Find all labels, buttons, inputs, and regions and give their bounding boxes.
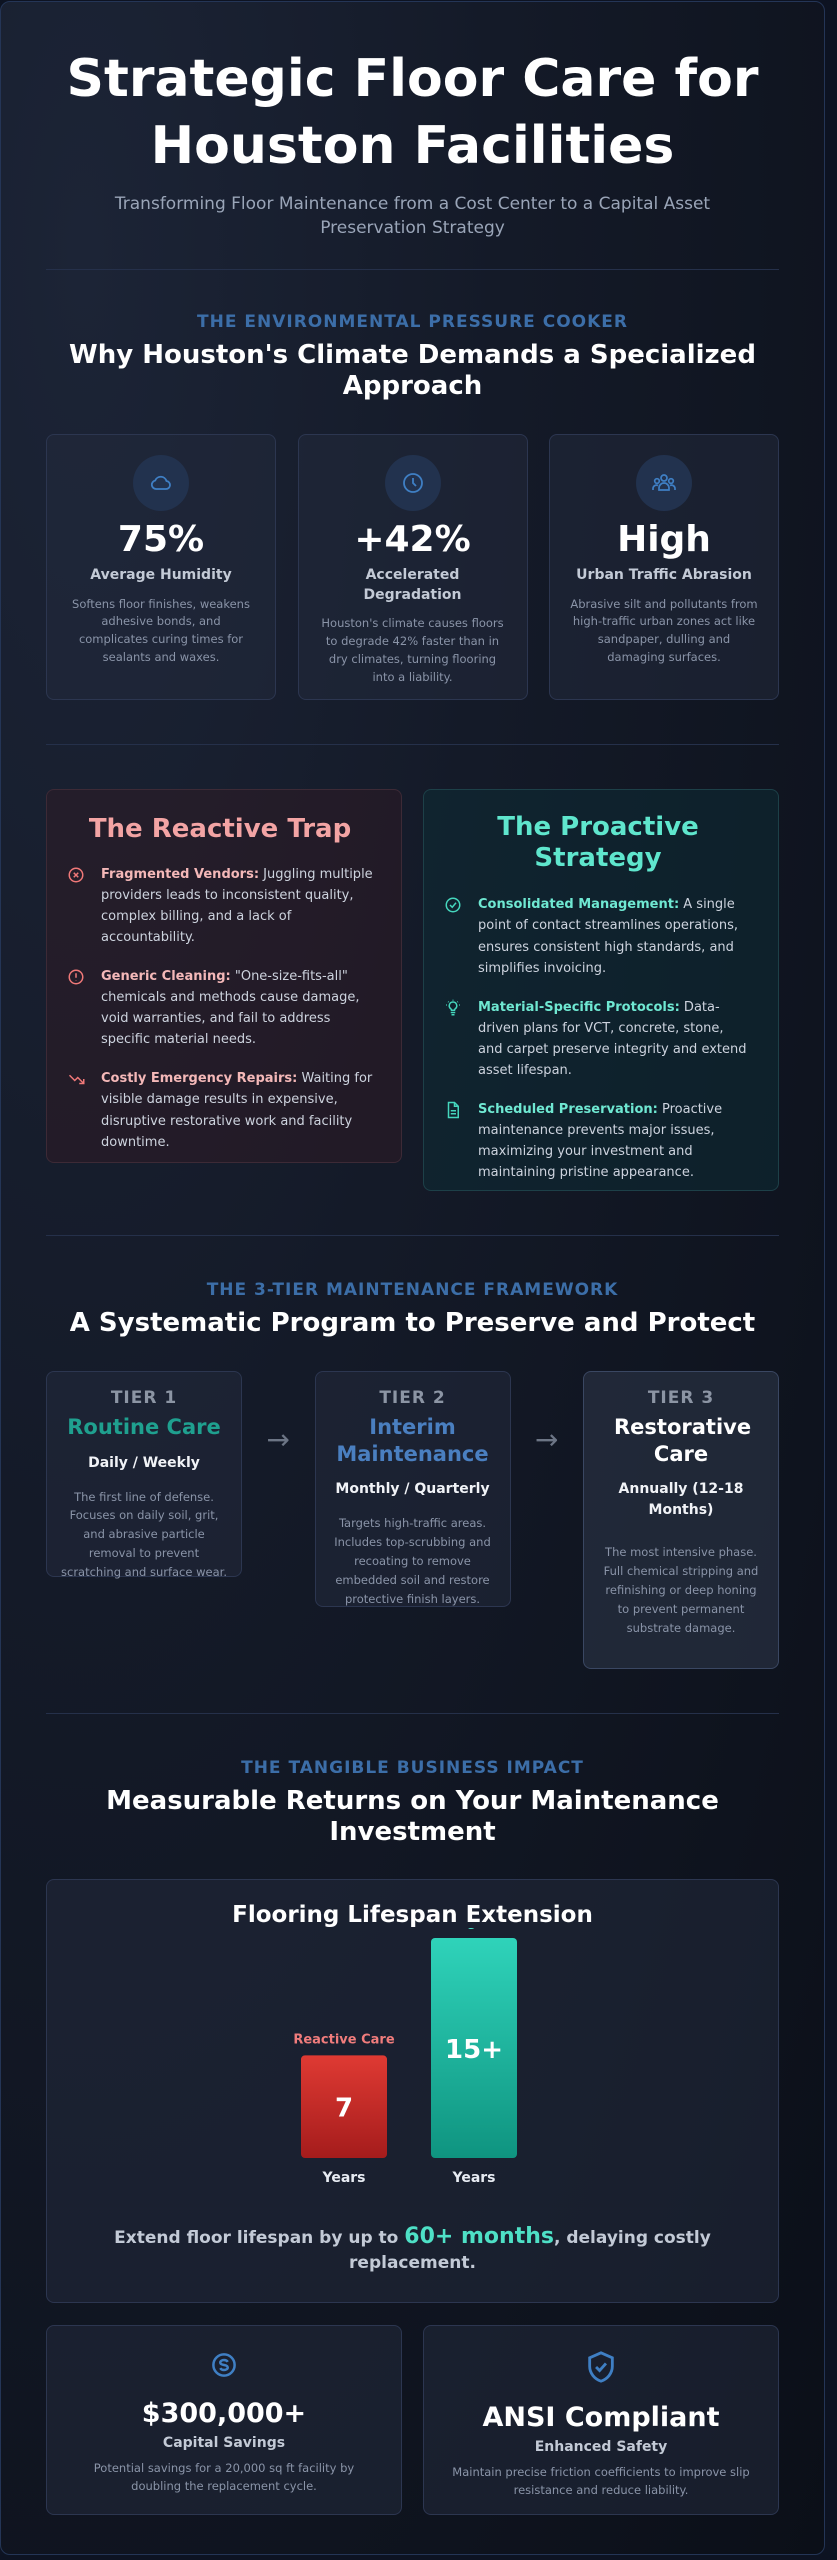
- tier-description: Targets high-traffic areas. Includes top-scrubbing and recoating to remove embedded soil and restore protective finish layers.: [334, 1515, 491, 1606]
- climate-section: [1, 270, 824, 745]
- arrow-right-icon: →: [266, 1423, 290, 1457]
- proactive-title: The Proactive Strategy: [497, 812, 699, 874]
- bar-unit-label: Years: [452, 2169, 496, 2186]
- tier-name: Routine Care: [67, 1415, 221, 1440]
- proactive-item: [444, 894, 752, 978]
- shield-check-icon: [424, 2350, 778, 2388]
- benefit-label: Enhanced Safety: [534, 2438, 668, 2455]
- stat-label: Average Humidity: [90, 567, 232, 584]
- section-kicker: THE TANGIBLE BUSINESS IMPACT: [241, 1758, 584, 1779]
- bar-value-label: 15+: [445, 2034, 503, 2065]
- document-icon: [444, 1099, 468, 1183]
- tier-description: The first line of defense. Focuses on daily soil, grit, and abrasive particle removal to prevent scratching and surface wear.: [61, 1489, 227, 1580]
- summary-prefix: Extend floor lifespan by up to: [114, 2227, 405, 2248]
- summary-suffix: , delaying costly replacement.: [349, 2227, 711, 2274]
- proactive-item-text: Proactive maintenance prevents major issues, maximizing your investment and maintaining pristine appearance.: [478, 1101, 723, 1180]
- chart-summary: [47, 2222, 778, 2277]
- bar-category-label: [421, 1928, 527, 1930]
- stat-cards: [46, 434, 779, 700]
- people-icon: [636, 455, 692, 511]
- page-title: [46, 2, 779, 179]
- stat-value: 75%: [117, 519, 205, 561]
- hero: [1, 2, 824, 270]
- tier-number: TIER 1: [110, 1388, 178, 1409]
- lightbulb-icon: [444, 997, 468, 1081]
- tier-row: [46, 1371, 779, 1669]
- tier-number: TIER 3: [647, 1388, 715, 1409]
- impact-section: [1, 1714, 824, 2555]
- reactive-item-text: "One-size-fits-all" chemicals and methods cause damage, void warranties, and fail to address specific material needs.: [101, 969, 360, 1048]
- stat-label: Accelerated Degradation: [363, 567, 462, 603]
- proactive-item: [444, 997, 752, 1081]
- reactive-item-text: Waiting for visible damage results in expensive, disruptive restorative work and facility downtime.: [101, 1071, 373, 1150]
- benefit-description: Potential savings for a 20,000 sq ft facility by doubling the replacement cycle.: [93, 2460, 355, 2494]
- reactive-item-heading: Costly Emergency Repairs:: [101, 1071, 298, 1087]
- benefit-card-savings: [46, 2325, 402, 2515]
- tier-name: Restorative Care: [614, 1415, 752, 1466]
- tier-card-2: [315, 1371, 511, 1607]
- framework-section: [1, 1236, 824, 1714]
- stat-description: Houston's climate causes floors to degrade 42% faster than in dry climates, turning flooring into a liability.: [321, 616, 504, 684]
- alert-circle-icon: [67, 966, 91, 1050]
- reactive-item-heading: Generic Cleaning:: [101, 969, 231, 985]
- comparison-section: [1, 745, 824, 1236]
- check-circle-icon: [444, 894, 468, 978]
- proactive-item-heading: Consolidated Management:: [478, 897, 680, 913]
- reactive-item: [67, 864, 373, 948]
- stat-description: Softens floor finishes, weakens adhesive bonds, and complicates curing times for sealants and waxes.: [72, 596, 250, 665]
- title-line-1: Strategic Floor Care for: [66, 49, 759, 109]
- tier-frequency: Annually (12-18 Months): [618, 1480, 744, 1518]
- benefit-value: $300,000+: [141, 2397, 307, 2429]
- page-subtitle: Transforming Floor Maintenance from a Cost Center to a Capital Asset Preservation Strategy: [114, 194, 711, 238]
- proactive-item-text: A single point of contact streamlines operations, ensures consistent high standards, and simplifies invoicing.: [478, 897, 738, 976]
- bar-value-label: 7: [334, 2093, 354, 2124]
- stat-card-abrasion: [549, 434, 779, 700]
- benefit-value: ANSI Compliant: [482, 2401, 720, 2433]
- tier-number: TIER 2: [379, 1388, 446, 1409]
- benefit-card-safety: [423, 2325, 779, 2515]
- tier-frequency: Monthly / Quarterly: [335, 1480, 490, 1497]
- proactive-item-heading: Material-Specific Protocols:: [478, 999, 680, 1015]
- reactive-title: The Reactive Trap: [88, 814, 352, 845]
- clock-icon: [385, 455, 441, 511]
- proactive-item-heading: Scheduled Preservation:: [478, 1101, 658, 1117]
- summary-highlight: 60+ months: [404, 2223, 554, 2249]
- stat-card-humidity: [46, 434, 276, 700]
- tier-description: The most intensive phase. Full chemical stripping and refinishing or deep honing to prevent permanent substrate damage.: [603, 1544, 759, 1635]
- proactive-item: [444, 1099, 752, 1183]
- benefit-cards: [46, 2325, 779, 2515]
- reactive-trap-card: [46, 789, 402, 1163]
- lifespan-chart-card: [46, 1879, 779, 2303]
- bar-category-label: Reactive Care: [293, 2031, 395, 2047]
- tier-name: Interim Maintenance: [336, 1415, 489, 1466]
- stat-description: Abrasive silt and pollutants from high-traffic urban zones act like sandpaper, dulling and damaging surfaces.: [570, 596, 758, 665]
- bar-unit-label: Years: [322, 2169, 366, 2186]
- arrow-right-icon: →: [535, 1423, 559, 1457]
- benefit-label: Capital Savings: [162, 2434, 286, 2451]
- reactive-item: [67, 966, 373, 1050]
- infographic-page: [0, 1, 825, 2555]
- stat-value: High: [617, 519, 711, 561]
- trending-down-icon: [67, 1068, 91, 1152]
- reactive-item-heading: Fragmented Vendors:: [101, 867, 260, 883]
- lifespan-bar-chart: [47, 1928, 782, 2208]
- proactive-strategy-card: [423, 789, 779, 1191]
- reactive-item-text: Juggling multiple providers leads to inconsistent quality, complex billing, and a lack of accountability.: [101, 867, 373, 946]
- tier-card-3: [583, 1371, 779, 1669]
- section-title: Why Houston's Climate Demands a Specialized Approach: [69, 339, 756, 401]
- stat-label: Urban Traffic Abrasion: [576, 567, 752, 584]
- tier-card-1: [46, 1371, 242, 1580]
- stat-value: +42%: [354, 519, 471, 561]
- proactive-item-text: Data-driven plans for VCT, concrete, stone, and carpet preserve integrity and extend asset lifespan.: [478, 999, 747, 1078]
- reactive-item: [67, 1068, 373, 1152]
- tier-frequency: Daily / Weekly: [88, 1454, 200, 1471]
- cloud-icon: [133, 455, 189, 511]
- title-line-2: Houston Facilities: [150, 115, 675, 176]
- x-circle-icon: [67, 864, 91, 948]
- stat-card-degradation: [298, 434, 528, 700]
- section-kicker: THE ENVIRONMENTAL PRESSURE COOKER: [197, 311, 628, 332]
- savings-icon: [47, 2350, 401, 2384]
- section-title: A Systematic Program to Preserve and Protect: [69, 1308, 756, 1339]
- benefit-description: Maintain precise friction coefficients to improve slip resistance and reduce liability.: [452, 2464, 750, 2498]
- section-title: Measurable Returns on Your Maintenance Investment: [106, 1786, 719, 1848]
- chart-title: Flooring Lifespan Extension: [232, 1901, 593, 1928]
- section-kicker: THE 3-TIER MAINTENANCE FRAMEWORK: [206, 1280, 619, 1301]
